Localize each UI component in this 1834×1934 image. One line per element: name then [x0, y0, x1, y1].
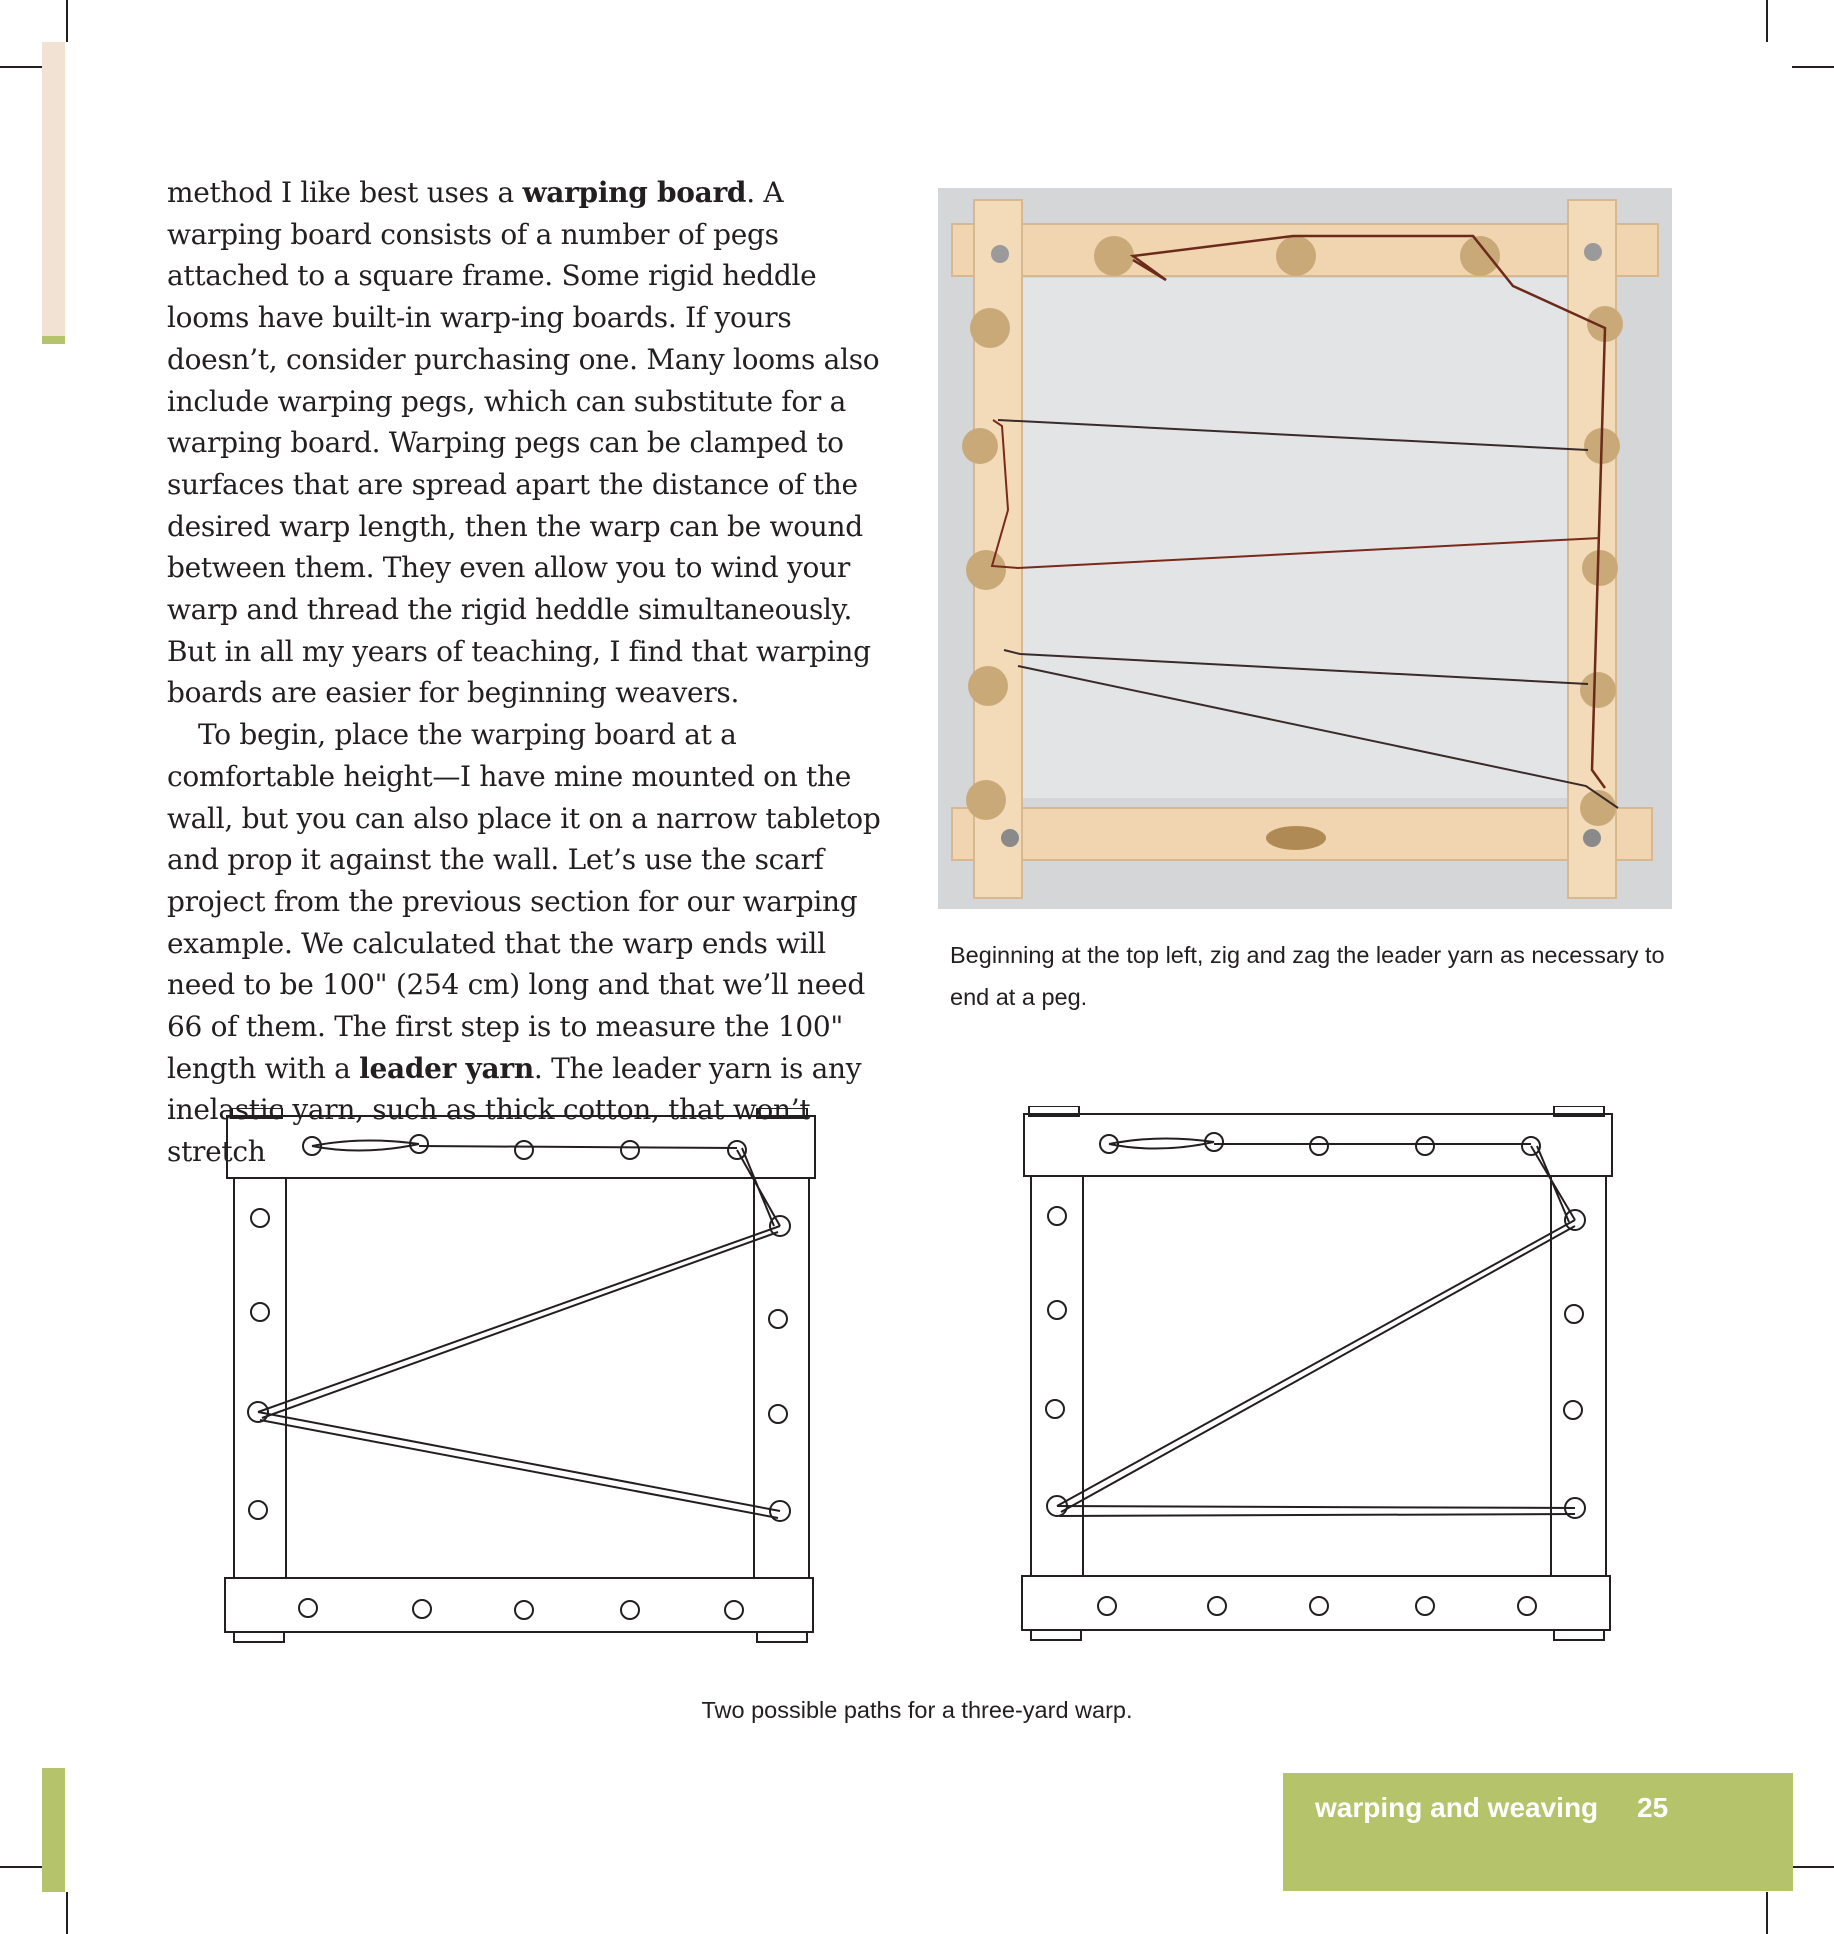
warp-path-diagram-b	[1019, 1106, 1617, 1646]
crop-mark	[66, 1892, 68, 1934]
crop-mark	[1766, 0, 1768, 42]
photo-caption: Beginning at the top left, zig and zag the leader yarn as necessary to end at a peg.	[950, 942, 1665, 1010]
body-text	[167, 172, 892, 1173]
crop-mark	[0, 1866, 42, 1868]
side-bar-tan	[42, 42, 65, 336]
crop-mark	[1766, 1892, 1768, 1934]
term-warping-board: warping board	[522, 176, 747, 209]
warp-path-diagram-a	[222, 1108, 820, 1648]
paragraph: To begin, place the warping board at a comfortable height—I have mine mounted on the wall, but you can also place it on a narrow tabletop and prop it against the wall. Let’s use the scarf project from the previous section for our warping example. We calculated that the warp ends will need to be 100" (254 cm) long and that we’ll need 66 of them. The first step is to measure the 100" length with a leader yarn. The leader yarn is any inelastic yarn, such as thick cotton, that won’t stretch	[167, 718, 881, 1169]
paragraph: method I like best uses a warping board. A warping board consists of a number of pegs attached to a square frame. Some rigid heddle looms have built-in warp-ing boards. If yours doesn’t, consider purchasing one. Many looms also include warping pegs, which can substitute for a warping board. Warping pegs can be clamped to surfaces that are spread apart the distance of the desired warp length, then the warp can be wound between them. They even allow you to wind your warp and thread the rigid heddle simultaneously. But in all my years of teaching, I find that warping boards are easier for beginning weavers.	[167, 176, 880, 710]
page-number: 25	[1637, 1792, 1669, 1823]
section-title: warping and weaving	[1315, 1792, 1599, 1823]
side-bar-green-small	[42, 336, 65, 344]
crop-mark	[1792, 66, 1834, 68]
crop-mark	[0, 66, 42, 68]
term-leader-yarn: leader yarn	[359, 1051, 534, 1085]
crop-mark	[66, 0, 68, 42]
crop-mark	[1792, 1866, 1834, 1868]
warping-board-photo	[938, 188, 1672, 909]
warping-board-illustration	[938, 188, 1672, 909]
side-bar-green	[42, 1768, 65, 1892]
diagrams-caption: Two possible paths for a three-yard warp.	[701, 1697, 1133, 1723]
page-footer	[1283, 1773, 1793, 1891]
